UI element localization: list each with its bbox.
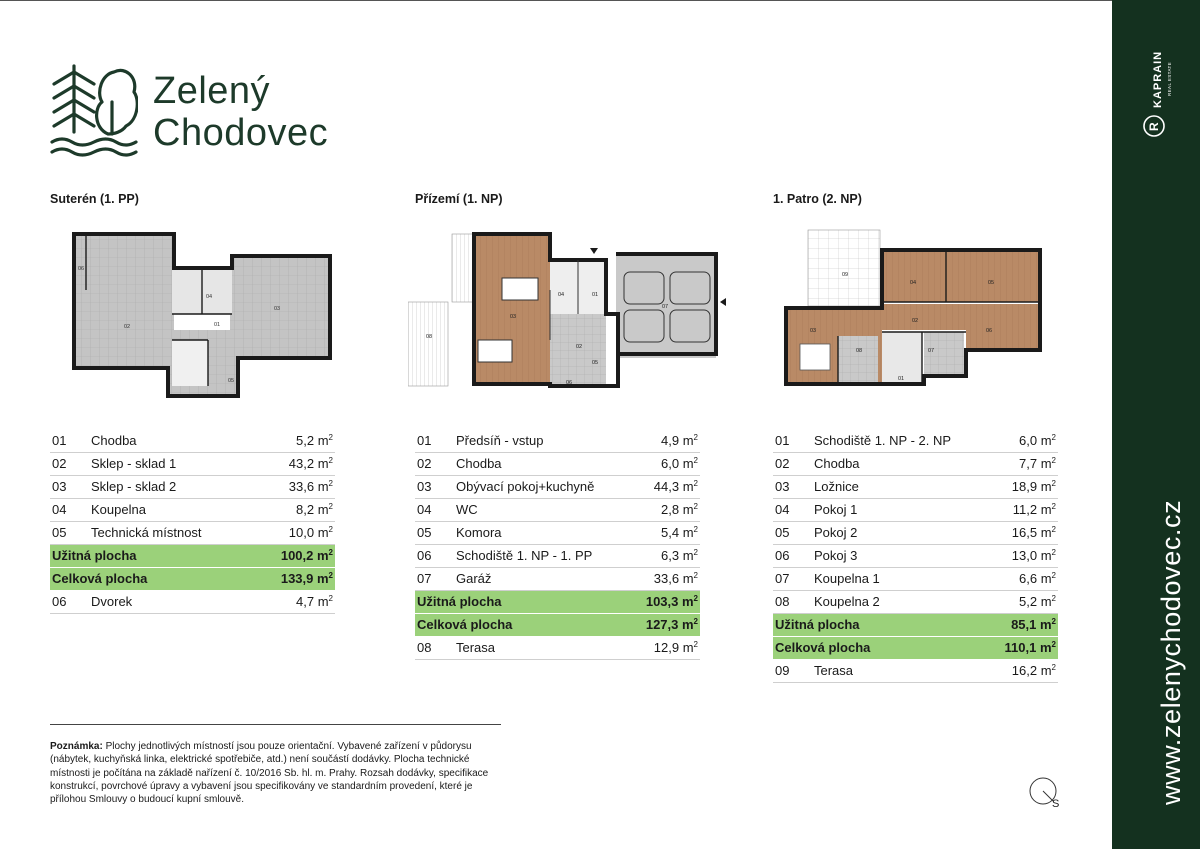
table-row: 08 Terasa 12,9 $m^2$: [415, 637, 700, 660]
svg-text:03: 03: [810, 328, 817, 334]
kaprain-r-logo-icon: [1140, 36, 1180, 146]
note-divider: [50, 724, 501, 725]
table-row: 06 Schodiště 1. NP - 1. PP 6,3 $m^2$: [415, 545, 700, 568]
total-area-row: Celková plocha 133,9 $m^2$: [50, 568, 335, 591]
svg-text:R: R: [1147, 122, 1161, 131]
floor-upper: [773, 192, 1060, 214]
svg-text:09: 09: [842, 272, 849, 278]
tree-logo-icon: [50, 62, 138, 158]
total-area-row: Celková plocha 110,1 $m^2$: [773, 637, 1058, 660]
floor-title: Přízemí (1. NP): [415, 192, 503, 206]
svg-text:06: 06: [78, 266, 85, 272]
table-row: 01 Chodba 5,2 $m^2$: [50, 430, 335, 453]
svg-text:01: 01: [898, 376, 905, 382]
table-row: 07 Koupelna 1 6,6 $m^2$: [773, 568, 1058, 591]
basement-room-table: [50, 430, 335, 614]
table-row: 04 Pokoj 1 11,2 $m^2$: [773, 499, 1058, 522]
table-row: 09 Terasa 16,2 $m^2$: [773, 660, 1058, 683]
svg-text:04: 04: [558, 292, 565, 298]
svg-text:01: 01: [214, 322, 221, 328]
svg-text:01: 01: [592, 292, 599, 298]
note-text: Plochy jednotlivých místností jsou pouze orientační. Vybavené zařízení v půdorysu (nábytek, kuchyňská linka, elektrické spotřebiče, atd.) není součástí dodávky. Plocha technické místnosti je počítána na základě nařízení č. 10/2016 Sb. hl. m. Prahy. Rozsah dodávky, specifikace konstrukcí, povrchové úpravy a vybavení jsou specifikovány ve standardním provedení, které je přílohou Smlouvy o budoucí kupní smlouvě.: [50, 741, 489, 806]
svg-text:05: 05: [592, 360, 599, 366]
logo-title-line1: Zelený: [153, 70, 271, 112]
table-row: 06 Pokoj 3 13,0 $m^2$: [773, 545, 1058, 568]
table-row: 03 Sklep - sklad 2 33,6 $m^2$: [50, 476, 335, 499]
total-area-row: Celková plocha 127,3 $m^2$: [415, 614, 700, 637]
svg-text:05: 05: [228, 378, 235, 384]
table-row: 04 WC 2,8 $m^2$: [415, 499, 700, 522]
usable-area-row: Užitná plocha 103,3 $m^2$: [415, 591, 700, 614]
svg-text:07: 07: [928, 348, 935, 354]
disclaimer-note: [50, 740, 510, 806]
svg-text:07: 07: [662, 304, 669, 310]
svg-text:08: 08: [856, 348, 863, 354]
svg-text:02: 02: [124, 324, 131, 330]
note-label: Poznámka:: [50, 741, 103, 752]
svg-text:06: 06: [986, 328, 993, 334]
table-row: 02 Sklep - sklad 1 43,2 $m^2$: [50, 453, 335, 476]
top-rule: [0, 0, 1112, 1]
table-row: 05 Technická místnost 10,0 $m^2$: [50, 522, 335, 545]
usable-area-row: Užitná plocha 100,2 $m^2$: [50, 545, 335, 568]
table-row: 03 Ložnice 18,9 $m^2$: [773, 476, 1058, 499]
table-row: 07 Garáž 33,6 $m^2$: [415, 568, 700, 591]
svg-text:REAL ESTATE: REAL ESTATE: [1167, 61, 1172, 96]
table-row: 08 Koupelna 2 5,2 $m^2$: [773, 591, 1058, 614]
table-row: 05 Komora 5,4 $m^2$: [415, 522, 700, 545]
table-row: 01 Schodiště 1. NP - 2. NP 6,0 $m^2$: [773, 430, 1058, 453]
svg-text:04: 04: [206, 294, 213, 300]
table-row: 02 Chodba 6,0 $m^2$: [415, 453, 700, 476]
upper-room-table: [773, 430, 1058, 683]
table-row: 02 Chodba 7,7 $m^2$: [773, 453, 1058, 476]
logo-title-line2: Chodovec: [153, 112, 329, 154]
svg-text:06: 06: [566, 380, 573, 386]
table-row: 03 Obývací pokoj+kuchyně 44,3 $m^2$: [415, 476, 700, 499]
floor-ground: [415, 192, 702, 214]
svg-text:04: 04: [910, 280, 917, 286]
usable-area-row: Užitná plocha 85,1 $m^2$: [773, 614, 1058, 637]
svg-text:02: 02: [912, 318, 919, 324]
floor-basement: [50, 192, 337, 214]
ground-floor-plan: [408, 230, 730, 396]
table-row: 01 Předsíň - vstup 4,9 $m^2$: [415, 430, 700, 453]
svg-text:05: 05: [988, 280, 995, 286]
website-url[interactable]: www.zelenychodovec.cz: [1156, 499, 1186, 805]
floor-title: 1. Patro (2. NP): [773, 192, 862, 206]
floor-title: Suterén (1. PP): [50, 192, 139, 206]
compass-label: S: [1052, 798, 1060, 810]
svg-text:KAPRAIN: KAPRAIN: [1152, 50, 1164, 108]
upper-floor-plan: [778, 228, 1044, 388]
table-row: 04 Koupelna 8,2 $m^2$: [50, 499, 335, 522]
table-row: 05 Pokoj 2 16,5 $m^2$: [773, 522, 1058, 545]
ground-room-table: [415, 430, 700, 660]
svg-text:03: 03: [510, 314, 517, 320]
compass-icon: [1027, 775, 1067, 815]
svg-text:02: 02: [576, 344, 583, 350]
basement-floor-plan: [72, 230, 334, 398]
svg-text:08: 08: [426, 334, 433, 340]
svg-text:03: 03: [274, 306, 281, 312]
table-row: 06 Dvorek 4,7 $m^2$: [50, 591, 335, 614]
